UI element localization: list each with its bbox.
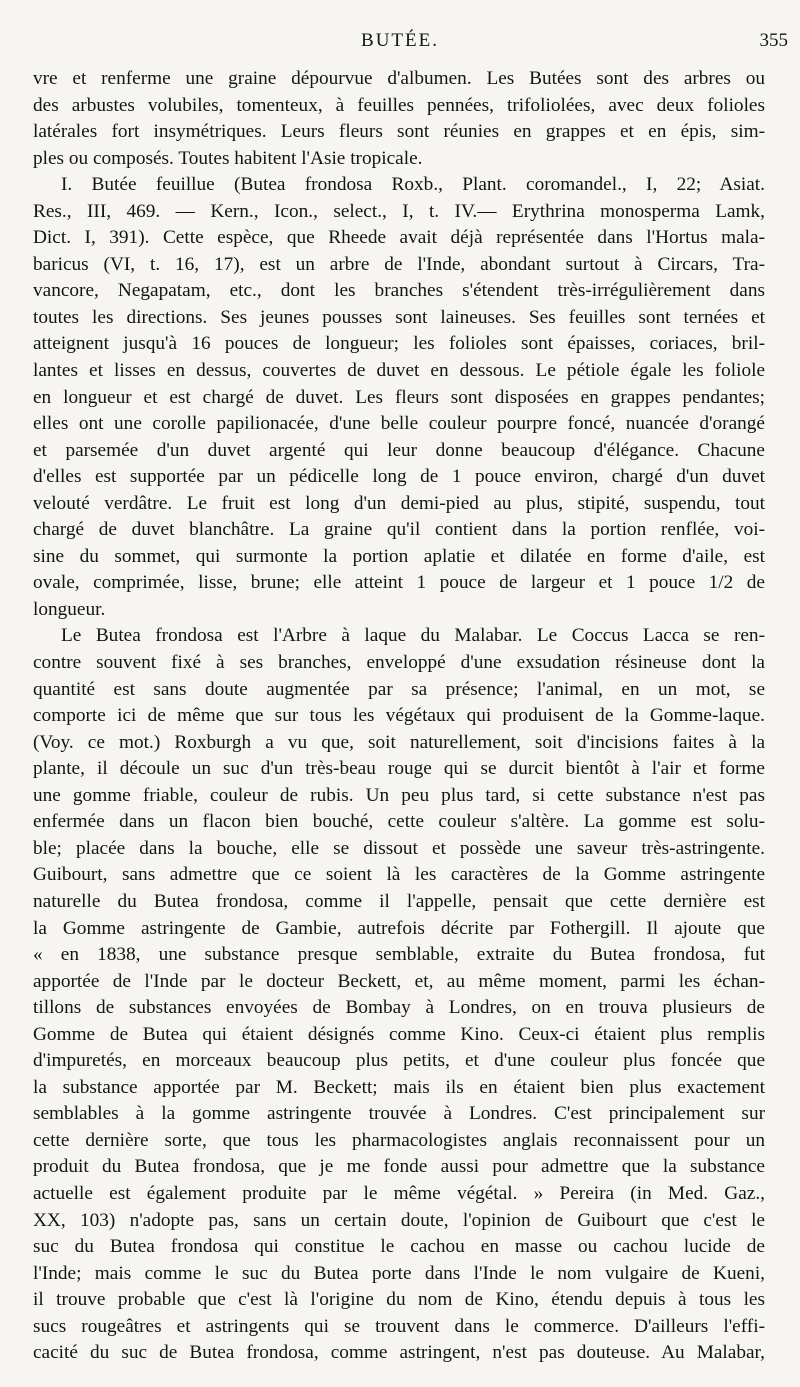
text-line: une gomme friable, couleur de rubis. Un peu plus tard, si cette substance n'est pas <box>33 784 765 806</box>
text-line: sucs rougeâtres et astringents qui se trouvent dans le commerce. D'ailleurs l'effi- <box>33 1315 765 1337</box>
text-line: vancore, Negapatam, etc., dont les branches s'étendent très-irrégulièrement dans <box>33 280 765 302</box>
text-line: il trouve probable que c'est là l'origine du nom de Kino, étendu depuis à tous les <box>33 1289 765 1311</box>
text-line: Gomme de Butea qui étaient désignés comme Kino. Ceux-ci étaient plus remplis <box>33 1023 765 1045</box>
text-line: XX, 103) n'adopte pas, sans un certain doute, l'opinion de Guibourt que c'est le <box>33 1209 765 1231</box>
text-line: latérales fort insymétriques. Leurs fleurs sont réunies en grappes et en épis, sim- <box>33 121 765 143</box>
text-line: I. Butée feuillue (Butea frondosa Roxb., Plant. coromandel., I, 22; Asiat. <box>61 174 765 196</box>
text-line: comporte ici de même que sur tous les végétaux qui produisent de la Gomme-laque. <box>33 705 765 727</box>
text-line: Guibourt, sans admettre que ce soient là les caractères de la Gomme astringente <box>33 864 765 886</box>
text-line: ples ou composés. Toutes habitent l'Asie tropicale. <box>33 147 423 169</box>
text-line: atteignent jusqu'à 16 pouces de longueur; les folioles sont épaisses, coriaces, bril- <box>33 333 765 355</box>
text-line: longueur. <box>33 598 106 620</box>
running-title: BUTÉE. <box>361 30 439 51</box>
body-text <box>33 66 765 1367</box>
text-line: en longueur et est chargé de duvet. Les fleurs sont disposées en grappes pendantes; <box>33 386 765 408</box>
text-line: toutes les directions. Ses jeunes pousses sont laineuses. Ses feuilles sont ternées et <box>33 306 765 328</box>
text-line: contre souvent fixé à ses branches, enveloppé d'une exsudation résineuse dont la <box>33 652 765 674</box>
text-line: suc du Butea frondosa qui constitue le cachou en masse ou cachou lucide de <box>33 1236 765 1258</box>
text-line: la substance apportée par M. Beckett; mais ils en étaient bien plus exactement <box>33 1076 765 1098</box>
text-line: Res., III, 469. — Kern., Icon., select., I, t. IV.— Erythrina monosperma Lamk, <box>33 200 765 222</box>
text-line: et parsemée d'un duvet argenté qui leur donne beaucoup d'élégance. Chacune <box>33 439 765 461</box>
text-line: sine du sommet, qui surmonte la portion aplatie et dilatée en forme d'aile, est <box>33 545 765 567</box>
text-line: quantité est sans doute augmentée par sa présence; l'animal, en un mot, se <box>33 678 765 700</box>
text-line: d'impuretés, en morceaux beaucoup plus petits, et d'une couleur plus foncée que <box>33 1050 765 1072</box>
text-line: enfermée dans un flacon bien bouché, cette couleur s'altère. La gomme est solu- <box>33 811 765 833</box>
text-line: des arbustes volubiles, tomenteux, à feuilles pennées, trifoliolées, avec deux folioles <box>33 94 765 116</box>
text-line: Le Butea frondosa est l'Arbre à laque du Malabar. Le Coccus Lacca se ren- <box>61 625 765 647</box>
text-line: la Gomme astringente de Gambie, autrefois décrite par Fothergill. Il ajoute que <box>33 917 765 939</box>
text-line: semblables à la gomme astringente trouvée à Londres. C'est principalement sur <box>33 1103 765 1125</box>
text-line: (Voy. ce mot.) Roxburgh a vu que, soit naturellement, soit d'incisions faites à la <box>33 731 765 753</box>
text-line: elles ont une corolle papilionacée, d'une belle couleur pourpre foncé, nuancée d'orangé <box>33 413 765 435</box>
text-line: naturelle du Butea frondosa, comme il l'appelle, pensait que cette dernière est <box>33 890 765 912</box>
text-line: actuelle est également produite par le même végétal. » Pereira (in Med. Gaz., <box>33 1182 765 1204</box>
text-line: cacité du suc de Butea frondosa, comme astringent, n'est pas douteuse. Au Malabar, <box>33 1342 765 1364</box>
text-line: « en 1838, une substance presque semblable, extraite du Butea frondosa, fut <box>33 944 765 966</box>
text-line: d'elles est supportée par un pédicelle long de 1 pouce environ, chargé d'un duvet <box>33 466 765 488</box>
text-line: ovale, comprimée, lisse, brune; elle atteint 1 pouce de largeur et 1 pouce 1/2 de <box>33 572 765 594</box>
text-line: produit du Butea frondosa, que je me fonde aussi pour admettre que la substance <box>33 1156 765 1178</box>
text-line: Dict. I, 391). Cette espèce, que Rheede avait déjà représentée dans l'Hortus mala- <box>33 227 765 249</box>
text-line: vre et renferme une graine dépourvue d'albumen. Les Butées sont des arbres ou <box>33 68 765 89</box>
text-line: l'Inde; mais comme le suc du Butea porte dans l'Inde le nom vulgaire de Kueni, <box>33 1262 765 1284</box>
text-line: cette dernière sorte, que tous les pharmacologistes anglais reconnaissent pour un <box>33 1129 765 1151</box>
text-line: tillons de substances envoyées de Bombay à Londres, on en trouva plusieurs de <box>33 997 765 1019</box>
page-header <box>0 30 800 58</box>
page-number: 355 <box>759 30 788 51</box>
text-line: velouté verdâtre. Le fruit est long d'un demi-pied au plus, stipité, suspendu, tout <box>33 492 765 514</box>
text-line: apportée de l'Inde par le docteur Beckett, et, au même moment, parmi les échan- <box>33 970 765 992</box>
text-line: chargé de duvet blanchâtre. La graine qu'il contient dans la portion renflée, voi- <box>33 519 765 541</box>
text-line: baricus (VI, t. 16, 17), est un arbre de l'Inde, abondant surtout à Circars, Tra- <box>33 253 765 275</box>
text-line: ble; placée dans la bouche, elle se dissout et possède une saveur très-astringente. <box>33 837 765 859</box>
text-line: plante, il découle un suc d'un très-beau rouge qui se durcit bientôt à l'air et forme <box>33 758 765 780</box>
text-line: lantes et lisses en dessus, couvertes de duvet en dessous. Le pétiole égale les foliole <box>33 360 765 382</box>
